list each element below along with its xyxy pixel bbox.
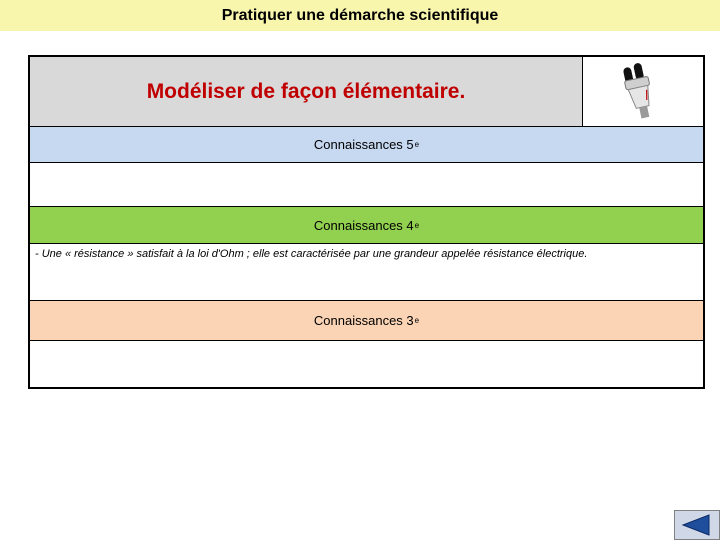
knowledge-item: - Une « résistance » satisfait à la loi d'Ohm ; elle est caractérisée par une grandeur appelée résistance électrique. (35, 248, 588, 260)
header-bar (0, 0, 720, 31)
section-content-5e (30, 163, 703, 207)
section-heading-label: Connaissances 4 (313, 217, 414, 233)
content-table (28, 55, 705, 389)
section-heading-5e (30, 127, 703, 163)
back-arrow-icon (675, 511, 719, 539)
icon-cell (583, 57, 703, 127)
back-button[interactable] (674, 510, 720, 540)
ordinal-suffix: e (414, 316, 420, 325)
section-content-3e (30, 341, 703, 387)
ordinal-suffix: e (414, 220, 420, 230)
section-heading-3e (30, 301, 703, 341)
section-heading-4e (30, 207, 703, 244)
section-heading-label: Connaissances 5 (313, 137, 414, 152)
ordinal-suffix: e (414, 140, 420, 149)
section-title: Modéliser de façon élémentaire. (146, 79, 466, 103)
section-content-4e (30, 244, 703, 301)
title-cell (30, 57, 583, 127)
page-title: Pratiquer une démarche scientifique (221, 7, 499, 24)
plug-icon (583, 57, 703, 127)
section-heading-label: Connaissances 3 (313, 313, 414, 328)
